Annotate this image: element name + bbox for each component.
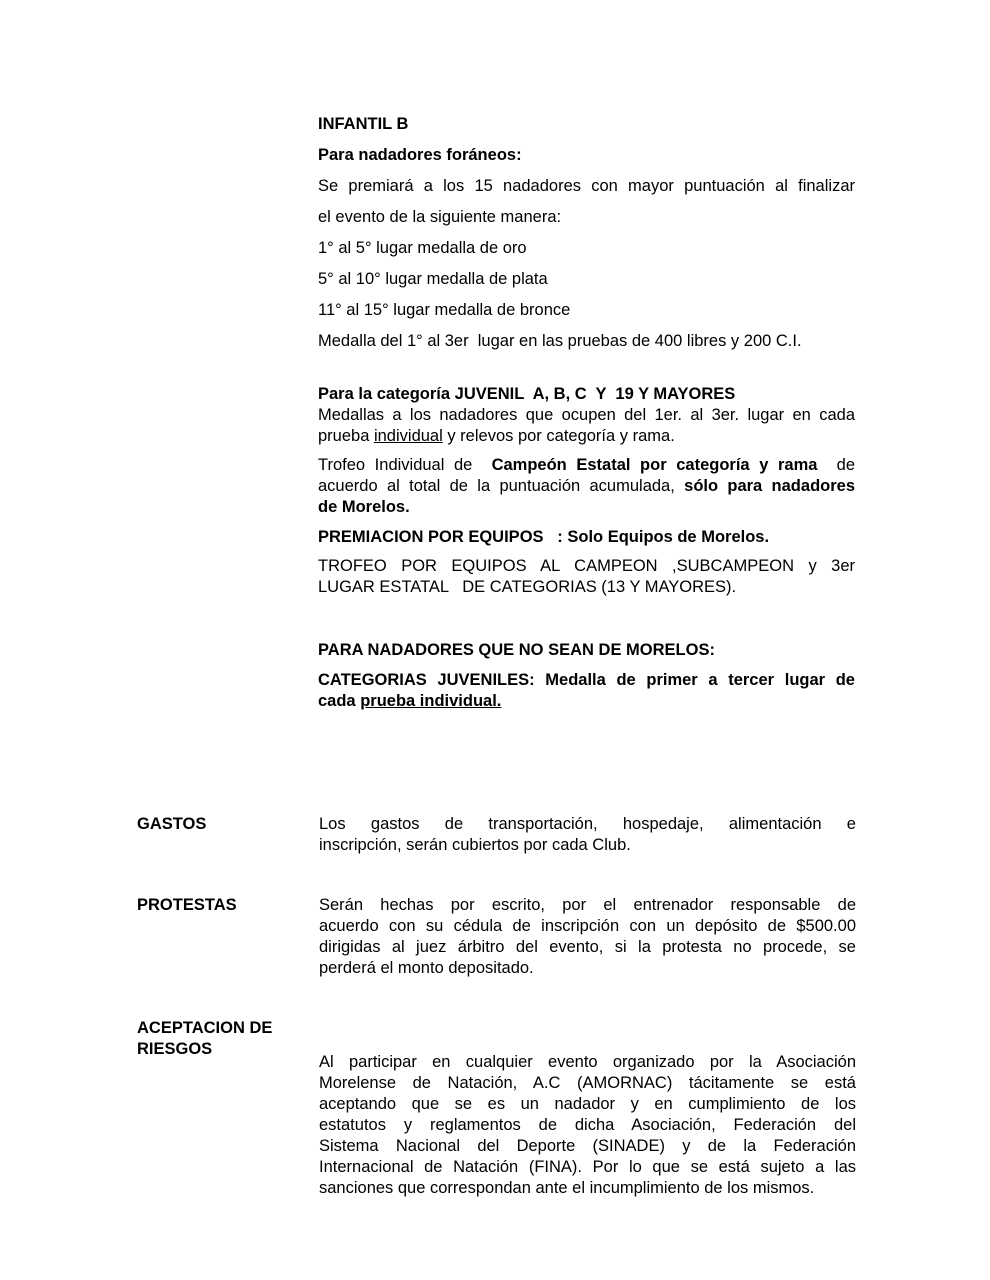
protestas-label: PROTESTAS xyxy=(137,896,237,914)
text-run: estatutos y reglamentos de dicha Asociación, Federación del xyxy=(319,1116,856,1134)
premiacion-intro-paragraph xyxy=(318,171,855,233)
text-line xyxy=(319,916,856,937)
text-line xyxy=(319,1136,856,1157)
text-run: sólo para nadadores xyxy=(684,477,855,495)
infantil-b-title: INFANTIL B xyxy=(318,115,409,133)
text-line xyxy=(318,691,855,712)
text-run: individual xyxy=(373,427,443,445)
protestas-row xyxy=(137,895,856,979)
text-run: el evento de la siguiente manera: xyxy=(318,208,562,226)
non-morelos-paragraph xyxy=(318,670,855,712)
text-line xyxy=(318,556,855,577)
text-run: Medallas a los nadadores que ocupen del 1er. al 3er. lugar en cada xyxy=(318,406,855,424)
non-morelos-heading: PARA NADADORES QUE NO SEAN DE MORELOS: xyxy=(318,641,715,659)
text-run: Morelense de Natación, A.C (AMORNAC) tácitamente se está xyxy=(319,1074,856,1092)
foraneos-subtitle: Para nadadores foráneos: xyxy=(318,146,522,164)
text-line xyxy=(319,814,856,835)
text-run: Serán hechas por escrito, por el entrenador responsable de xyxy=(319,896,856,914)
text-run: LUGAR ESTATAL DE CATEGORIAS (13 Y MAYORES). xyxy=(318,578,737,596)
text-run: acuerdo al total de la puntuación acumulada, xyxy=(318,477,685,495)
text-line xyxy=(318,670,855,691)
text-run: aceptando que se es un nadador y en cumplimiento de los xyxy=(319,1095,856,1113)
juvenil-section xyxy=(318,384,855,598)
gastos-label: GASTOS xyxy=(137,815,207,833)
text-line xyxy=(319,1178,856,1199)
text-line xyxy=(319,937,856,958)
aceptacion-riesgos-paragraph xyxy=(319,1018,856,1199)
non-morelos-section xyxy=(318,640,855,712)
medal-line-bronze: 11° al 15° lugar medalla de bronce xyxy=(318,301,571,319)
text-run: Al participar en cualquier evento organizado por la Asociación xyxy=(319,1053,856,1071)
text-line xyxy=(319,1157,856,1178)
text-run: perderá el monto depositado. xyxy=(319,959,534,977)
text-run: Sistema Nacional del Deporte (SINADE) y de la Federación xyxy=(319,1137,856,1155)
text-run: TROFEO POR EQUIPOS AL CAMPEON ,SUBCAMPEON y 3er xyxy=(318,557,855,575)
text-run: acuerdo con su cédula de inscripción con un depósito de $500.00 xyxy=(319,917,856,935)
juvenil-heading: Para la categoría JUVENIL A, B, C Y 19 Y MAYORES xyxy=(318,385,736,403)
team-trophy-paragraph xyxy=(318,556,855,598)
gastos-row xyxy=(137,814,856,856)
aceptacion-riesgos-row xyxy=(137,1018,856,1199)
text-run: sanciones que correspondan ante el incumplimiento de los mismos. xyxy=(319,1179,815,1197)
text-run: de Morelos. xyxy=(318,498,410,516)
text-run: Trofeo Individual de xyxy=(318,456,492,474)
text-line xyxy=(319,895,856,916)
trophy-paragraph xyxy=(318,455,855,518)
text-line xyxy=(318,577,855,598)
text-line xyxy=(319,1094,856,1115)
text-line xyxy=(318,426,855,447)
text-run: CATEGORIAS JUVENILES: Medalla de primer a tercer lugar de xyxy=(318,671,855,689)
text-run: cada xyxy=(318,692,361,710)
medal-line-gold: 1° al 5° lugar medalla de oro xyxy=(318,239,527,257)
juvenil-medals-paragraph xyxy=(318,405,855,447)
text-run: dirigidas al juez árbitro del evento, si la protesta no procede, se xyxy=(319,938,856,956)
team-awards-heading: PREMIACION POR EQUIPOS : Solo Equipos de Morelos. xyxy=(318,528,770,546)
medal-line-events: Medalla del 1° al 3er lugar en las pruebas de 400 libres y 200 C.I. xyxy=(318,332,802,350)
text-run: Los gastos de transportación, hospedaje, alimentación e xyxy=(319,815,856,833)
text-line xyxy=(319,1115,856,1136)
text-run: Campeón Estatal por categoría y rama xyxy=(491,456,818,474)
text-run: prueba xyxy=(318,427,374,445)
protestas-paragraph xyxy=(319,895,856,979)
text-run: de xyxy=(817,456,855,474)
text-run: inscripción, serán cubiertos por cada Club. xyxy=(319,836,631,854)
text-run: Se premiará a los 15 nadadores con mayor puntuación al finalizar xyxy=(318,177,855,195)
text-line xyxy=(319,1052,856,1073)
text-line xyxy=(319,958,856,979)
text-line xyxy=(318,171,855,202)
aceptacion-riesgos-label: ACEPTACION DE RIESGOS xyxy=(137,1019,277,1058)
text-run: y relevos por categoría y rama. xyxy=(442,427,675,445)
text-line xyxy=(318,405,855,426)
medal-line-silver: 5° al 10° lugar medalla de plata xyxy=(318,270,548,288)
infantil-b-section xyxy=(318,109,855,357)
text-run: prueba individual. xyxy=(360,692,502,710)
text-line xyxy=(318,202,855,233)
text-line xyxy=(318,455,855,476)
text-line xyxy=(318,497,855,518)
text-run: Internacional de Natación (FINA). Por lo que se está sujeto a las xyxy=(319,1158,856,1176)
gastos-paragraph xyxy=(319,814,856,856)
text-line xyxy=(318,476,855,497)
text-line xyxy=(319,835,856,856)
text-line xyxy=(319,1073,856,1094)
